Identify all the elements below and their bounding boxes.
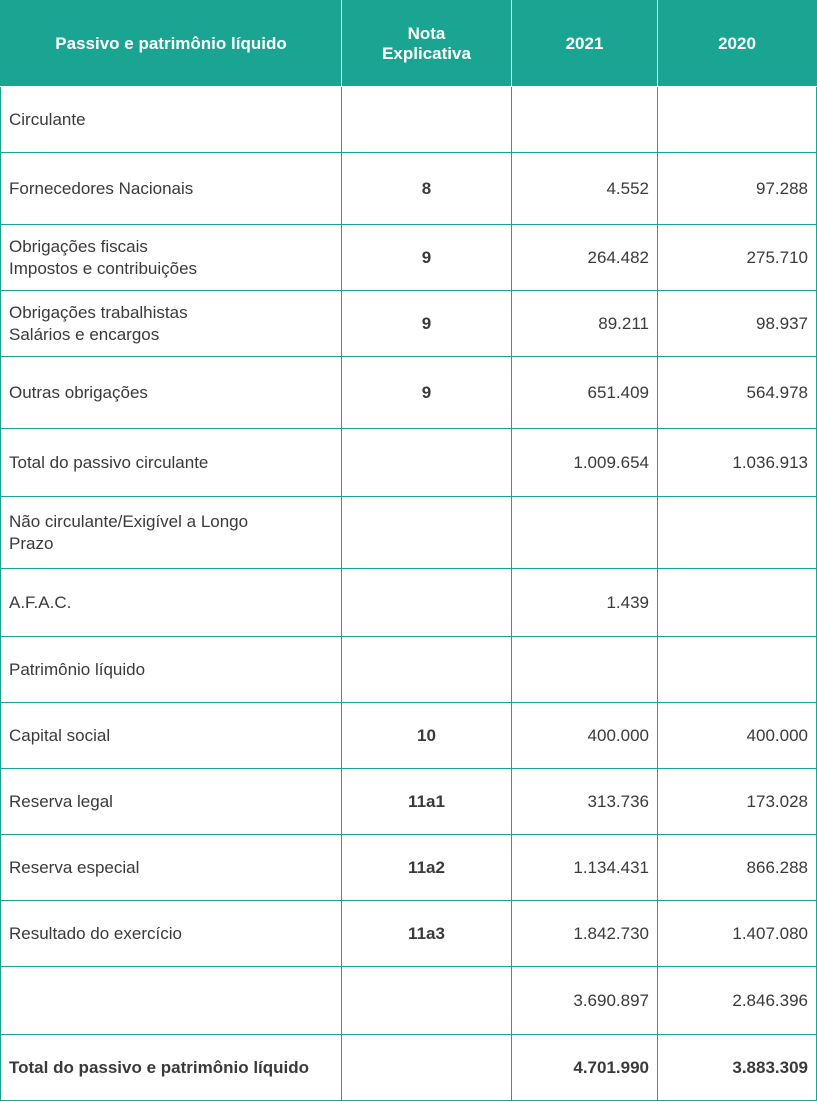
- row-value-2020: [658, 637, 817, 703]
- row-value-2020: 3.883.309: [658, 1035, 817, 1101]
- row-note: [342, 497, 512, 569]
- table-row: [1, 901, 817, 967]
- header-2021: 2021: [512, 1, 658, 87]
- header-note-line2: Explicativa: [382, 43, 471, 63]
- row-note: 11a3: [342, 901, 512, 967]
- table-row: [1, 153, 817, 225]
- table-row: [1, 835, 817, 901]
- row-description: Outras obrigações: [1, 357, 342, 429]
- row-value-2020: [658, 497, 817, 569]
- row-value-2021: 3.690.897: [512, 967, 658, 1035]
- row-note: [342, 429, 512, 497]
- table-row: [1, 87, 817, 153]
- table-row: [1, 291, 817, 357]
- header-description: Passivo e patrimônio líquido: [1, 1, 342, 87]
- row-description: Circulante: [1, 87, 342, 153]
- row-note: 9: [342, 291, 512, 357]
- row-value-2021: 4.552: [512, 153, 658, 225]
- row-value-2021: 651.409: [512, 357, 658, 429]
- row-description: Resultado do exercício: [1, 901, 342, 967]
- row-note: 9: [342, 357, 512, 429]
- row-description: Total do passivo e patrimônio líquido: [1, 1035, 342, 1101]
- row-note: 11a2: [342, 835, 512, 901]
- row-note: [342, 637, 512, 703]
- row-description: [1, 967, 342, 1035]
- row-description: Fornecedores Nacionais: [1, 153, 342, 225]
- row-note: [342, 1035, 512, 1101]
- row-value-2021: 264.482: [512, 225, 658, 291]
- row-value-2020: [658, 87, 817, 153]
- table-header-row: [1, 1, 817, 87]
- row-value-2021: [512, 87, 658, 153]
- row-value-2020: [658, 569, 817, 637]
- table-row: [1, 429, 817, 497]
- row-description: Reserva especial: [1, 835, 342, 901]
- table-row: [1, 637, 817, 703]
- row-value-2021: 1.134.431: [512, 835, 658, 901]
- table-row: [1, 357, 817, 429]
- row-value-2020: 1.036.913: [658, 429, 817, 497]
- row-value-2021: 400.000: [512, 703, 658, 769]
- row-note: 10: [342, 703, 512, 769]
- row-description: Patrimônio líquido: [1, 637, 342, 703]
- row-value-2020: 98.937: [658, 291, 817, 357]
- row-value-2021: 313.736: [512, 769, 658, 835]
- header-2020: 2020: [658, 1, 817, 87]
- table-row: [1, 967, 817, 1035]
- row-value-2021: 1.842.730: [512, 901, 658, 967]
- row-description: Obrigações trabalhistas Salários e encargos: [1, 291, 342, 357]
- row-value-2020: 275.710: [658, 225, 817, 291]
- row-description: Não circulante/Exigível a Longo Prazo: [1, 497, 342, 569]
- row-note: [342, 87, 512, 153]
- row-description: A.F.A.C.: [1, 569, 342, 637]
- row-value-2021: [512, 637, 658, 703]
- row-note: [342, 967, 512, 1035]
- row-note: 9: [342, 225, 512, 291]
- row-value-2021: [512, 497, 658, 569]
- header-note-line1: Nota: [407, 23, 446, 43]
- grand-total-row: [1, 1035, 817, 1101]
- row-note: 11a1: [342, 769, 512, 835]
- row-value-2021: 4.701.990: [512, 1035, 658, 1101]
- row-value-2020: 97.288: [658, 153, 817, 225]
- table-row: [1, 769, 817, 835]
- row-note: 8: [342, 153, 512, 225]
- table-row: [1, 225, 817, 291]
- table-row: [1, 703, 817, 769]
- row-value-2021: 1.439: [512, 569, 658, 637]
- table-row: [1, 497, 817, 569]
- row-value-2020: 400.000: [658, 703, 817, 769]
- row-value-2020: 173.028: [658, 769, 817, 835]
- header-note: [342, 1, 512, 87]
- row-value-2020: 2.846.396: [658, 967, 817, 1035]
- row-value-2021: 89.211: [512, 291, 658, 357]
- row-description: Reserva legal: [1, 769, 342, 835]
- row-description: Total do passivo circulante: [1, 429, 342, 497]
- row-value-2020: 866.288: [658, 835, 817, 901]
- table-row: [1, 569, 817, 637]
- row-value-2020: 1.407.080: [658, 901, 817, 967]
- row-note: [342, 569, 512, 637]
- row-value-2020: 564.978: [658, 357, 817, 429]
- row-description: Obrigações fiscais Impostos e contribuições: [1, 225, 342, 291]
- row-description: Capital social: [1, 703, 342, 769]
- row-value-2021: 1.009.654: [512, 429, 658, 497]
